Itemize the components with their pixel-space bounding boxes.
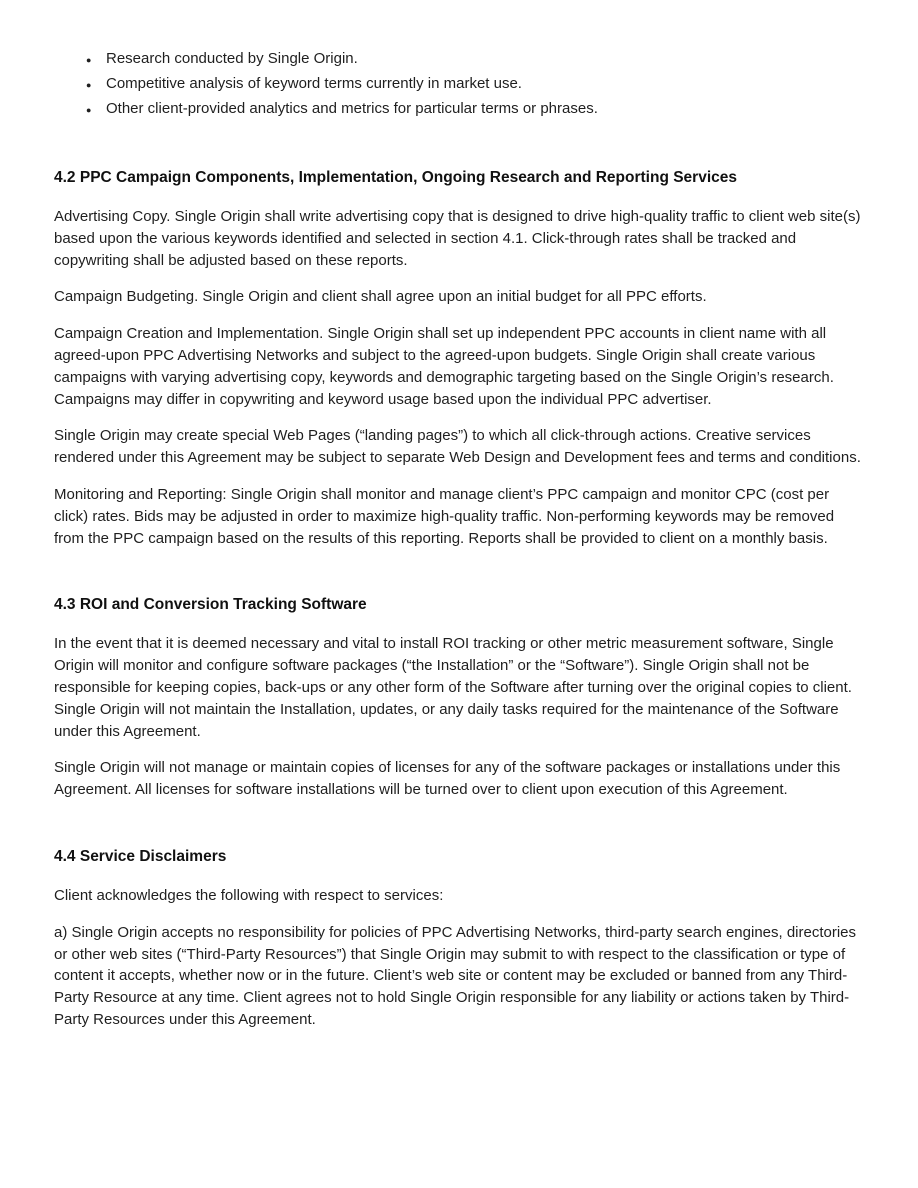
- paragraph: Advertising Copy. Single Origin shall write advertising copy that is designed to drive high-quality traffic to client web site(s) based upon the various keywords identified and selected in section 4.1. Click-through rates shall be tracked and copywriting shall be adjusted based on these reports.: [54, 208, 861, 269]
- bullet-list: [54, 48, 863, 120]
- section-4-2: [54, 168, 863, 549]
- bullet-item: ● Other client-provided analytics and metrics for particular terms or phrases.: [106, 98, 863, 120]
- paragraph: Client acknowledges the following with respect to services:: [54, 886, 444, 904]
- bullet-item: ● Competitive analysis of keyword terms currently in market use.: [106, 73, 863, 95]
- paragraph: In the event that it is deemed necessary and vital to install ROI tracking or other metric measurement software, Single Origin will monitor and configure software packages (“the Installation” or the “Software”). Single Origin shall not be responsible for keeping copies, back-ups or any other form of the Software after turning over the original copies to client. Single Origin will not maintain the Installation, updates, or any daily tasks required for the maintenance of the Software under this Agreement.: [54, 635, 852, 740]
- paragraph: Campaign Budgeting. Single Origin and client shall agree upon an initial budget for all PPC efforts.: [54, 288, 707, 306]
- paragraph: Single Origin will not manage or maintain copies of licenses for any of the software packages or installations under this Agreement. All licenses for software installations will be turned over to client upon execution of this Agreement.: [54, 759, 841, 799]
- paragraph: Campaign Creation and Implementation. Single Origin shall set up independent PPC accounts in client name with all agreed-upon PPC Advertising Networks and subject to the agreed-upon budgets. Single Origin shall create various campaigns with varying advertising copy, keywords and demographic targeting based on the Single Origin’s research. Campaigns may differ in copywriting and keyword usage based upon the individual PPC advertiser.: [54, 325, 834, 408]
- section-4-3: [54, 595, 863, 801]
- paragraph: a) Single Origin accepts no responsibility for policies of PPC Advertising Networks, third-party search engines, directories or other web sites (“Third-Party Resources”) that Single Origin may submit to with respect to the classification or type of content it accepts, whether now or in the future. Client’s web site or content may be excluded or banned from any Third-Party Resource at any time. Client agrees not to hold Single Origin responsible for any liability or actions taken by Third-Party Resources under this Agreement.: [54, 923, 857, 1028]
- bullet-item: ● Research conducted by Single Origin.: [106, 48, 863, 70]
- section-heading: 4.2 PPC Campaign Components, Implementation, Ongoing Research and Reporting Services: [54, 169, 737, 186]
- section-heading: 4.3 ROI and Conversion Tracking Software: [54, 596, 367, 614]
- paragraph: Single Origin may create special Web Pages (“landing pages”) to which all click-through actions. Creative services rendered under this Agreement may be subject to separate Web Design and Development fees and terms and conditions.: [54, 427, 861, 467]
- section-heading: 4.4 Service Disclaimers: [54, 847, 227, 865]
- section-4-4: [54, 847, 863, 1031]
- paragraph: Monitoring and Reporting: Single Origin shall monitor and manage client’s PPC campaign and monitor CPC (cost per click) rates. Bids may be adjusted in order to maximize high-quality traffic. Non-performing keywords may be removed from the PPC campaign based on the results of this reporting. Reports shall be provided to client on a monthly basis.: [54, 485, 835, 547]
